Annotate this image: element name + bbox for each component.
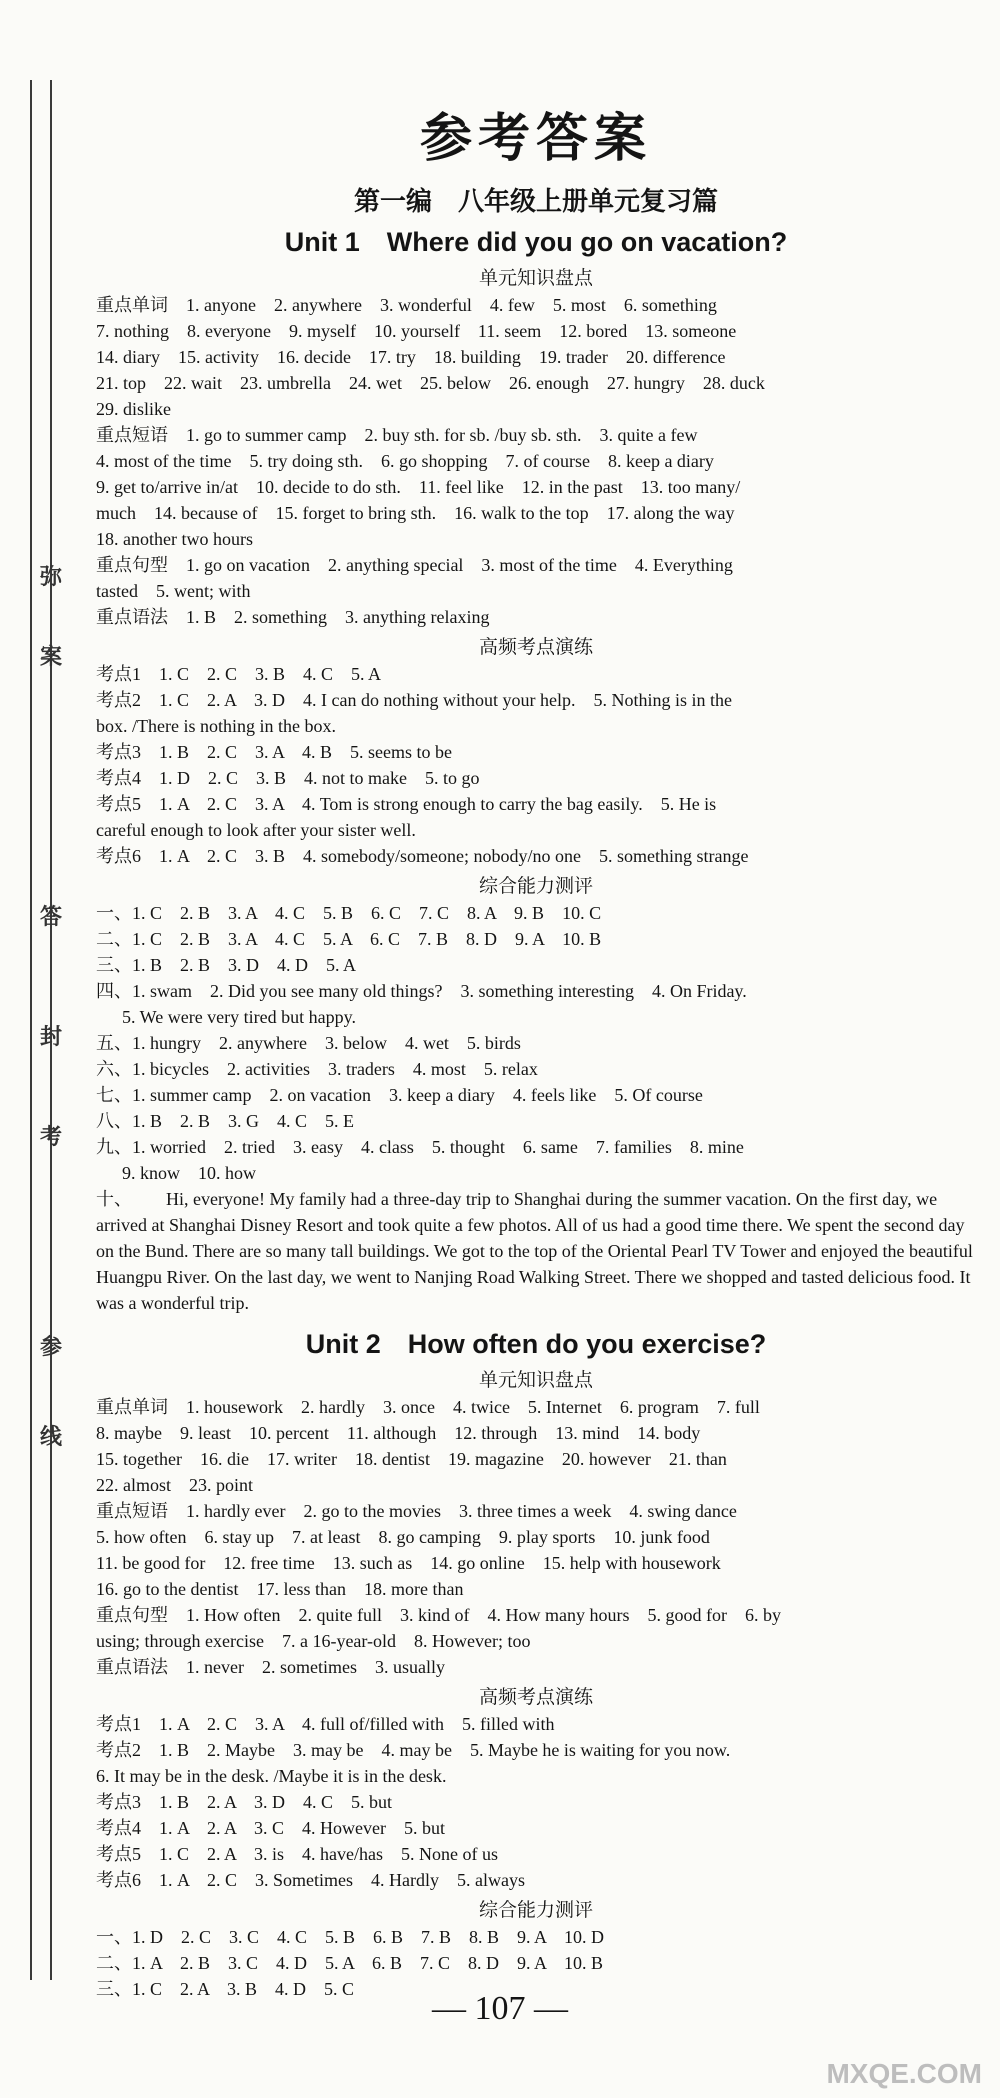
unit2-kaodian-line: 6. It may be in the desk. /Maybe it is in the desk. xyxy=(96,1766,447,1786)
unit1-section-practice: 高频考点演练 xyxy=(478,637,593,658)
unit2-kaodian-line: 考点1 1. A 2. C 3. A 4. full of/filled with 5. filled with xyxy=(96,1714,555,1734)
unit1-section-knowledge: 单元知识盘点 xyxy=(478,268,593,289)
unit1-vocab-line: 重点单词 1. anyone 2. anywhere 3. wonderful 4. few 5. most 6. something xyxy=(96,295,717,315)
unit2-vocab-line: 15. together 16. die 17. writer 18. dentist 19. magazine 20. however 21. than xyxy=(96,1449,727,1469)
essay-label: 十、 xyxy=(96,1189,132,1209)
seal-char-4: 封 xyxy=(40,1024,63,1049)
unit2-section-knowledge: 单元知识盘点 xyxy=(478,1370,593,1391)
unit1-test-line: 八、1. B 2. B 3. G 4. C 5. E xyxy=(96,1111,355,1131)
unit1-test-line: 三、1. B 2. B 3. D 4. D 5. A xyxy=(96,955,357,975)
unit1-test-line: 四、1. swam 2. Did you see many old things? 3. something interesting 4. On Friday. xyxy=(96,981,747,1001)
seal-char-5: 考 xyxy=(40,1124,63,1149)
margin-rule-outer xyxy=(30,80,32,1980)
part-heading: 第一编 八年级上册单元复习篇 xyxy=(353,187,718,216)
unit1-test-line: 9. know 10. how xyxy=(122,1163,256,1183)
answer-page xyxy=(96,96,976,2002)
unit1-test-line: 六、1. bicycles 2. activities 3. traders 4. most 5. relax xyxy=(96,1059,538,1079)
seal-char-3: 答 xyxy=(40,904,63,929)
unit2-phrase-line: 16. go to the dentist 17. less than 18. more than xyxy=(96,1579,464,1599)
unit2-phrase-line: 11. be good for 12. free time 13. such as 14. go online 15. help with housework xyxy=(96,1553,721,1573)
unit1-test-line: 5. We were very tired but happy. xyxy=(122,1007,356,1027)
seal-char-1: 弥 xyxy=(40,564,63,589)
unit2-kaodian-line: 考点2 1. B 2. Maybe 3. may be 4. may be 5. Maybe he is waiting for you now. xyxy=(96,1740,731,1760)
unit1-phrase-line: 4. most of the time 5. try doing sth. 6. go shopping 7. of course 8. keep a diary xyxy=(96,451,714,471)
unit2-test-line: 二、1. A 2. B 3. C 4. D 5. A 6. B 7. C 8. D 9. A 10. B xyxy=(96,1953,604,1973)
unit2-kaodian-line: 考点3 1. B 2. A 3. D 4. C 5. but xyxy=(96,1792,393,1812)
unit1-kaodian-line: box. /There is nothing in the box. xyxy=(96,716,336,736)
unit2-grammar-line: 重点语法 1. never 2. sometimes 3. usually xyxy=(96,1657,445,1677)
unit1-test-line: 二、1. C 2. B 3. A 4. C 5. A 6. C 7. B 8. D 9. A 10. B xyxy=(96,929,602,949)
unit1-test-line: 五、1. hungry 2. anywhere 3. below 4. wet 5. birds xyxy=(96,1033,521,1053)
unit1-vocab-line: 29. dislike xyxy=(96,399,171,419)
unit2-kaodian-line: 考点6 1. A 2. C 3. Sometimes 4. Hardly 5. always xyxy=(96,1870,525,1890)
unit1-vocab-line: 14. diary 15. activity 16. decide 17. try 18. building 19. trader 20. difference xyxy=(96,347,726,367)
unit1-test-line: 九、1. worried 2. tried 3. easy 4. class 5. thought 6. same 7. families 8. mine xyxy=(96,1137,744,1157)
unit2-test-line: 三、1. C 2. A 3. B 4. D 5. C xyxy=(96,1979,355,1999)
unit1-kaodian-line: 考点3 1. B 2. C 3. A 4. B 5. seems to be xyxy=(96,742,453,762)
unit2-phrase-line: 5. how often 6. stay up 7. at least 8. go camping 9. play sports 10. junk food xyxy=(96,1527,710,1547)
unit2-sentence-line: using; through exercise 7. a 16-year-old 8. However; too xyxy=(96,1631,531,1651)
unit1-kaodian-line: 考点5 1. A 2. C 3. A 4. Tom is strong enough to carry the bag easily. 5. He is xyxy=(96,794,717,814)
unit1-phrase-line: 重点短语 1. go to summer camp 2. buy sth. for sb. /buy sb. sth. 3. quite a few xyxy=(96,425,698,445)
unit2-kaodian-line: 考点4 1. A 2. A 3. C 4. However 5. but xyxy=(96,1818,445,1838)
unit1-test-line: 一、1. C 2. B 3. A 4. C 5. B 6. C 7. C 8. A 9. B 10. C xyxy=(96,903,602,923)
seal-char-2: 案 xyxy=(40,644,63,669)
unit1-phrase-line: 9. get to/arrive in/at 10. decide to do sth. 11. feel like 12. in the past 13. too many/ xyxy=(96,477,741,497)
unit1-sentence-line: 重点句型 1. go on vacation 2. anything special 3. most of the time 4. Everything xyxy=(96,555,733,575)
seal-char-7: 线 xyxy=(40,1424,63,1449)
unit1-phrase-line: 18. another two hours xyxy=(96,529,253,549)
unit1-section-test: 综合能力测评 xyxy=(478,876,593,897)
unit2-vocab-line: 重点单词 1. housework 2. hardly 3. once 4. twice 5. Internet 6. program 7. full xyxy=(96,1397,760,1417)
essay-text: Hi, everyone! My family had a three-day trip to Shanghai during the summer vacation. On the first day, we arrived at Shanghai Disney Resort and took quite a few photos. All of us had a good time there. We spent the second day on the Bund. There are so many tall buildings. We got to the top of the Oriental Pearl TV Tower and enjoyed the beautiful Huangpu River. On the last day, we went to Nanjing Road Walking Street. There we shopped and tasted delicious food. It was a wonderful trip. xyxy=(96,1189,973,1313)
unit1-grammar-line: 重点语法 1. B 2. something 3. anything relaxing xyxy=(96,607,490,627)
page-number: — 107 — xyxy=(432,1990,568,2027)
unit1-vocab-line: 21. top 22. wait 23. umbrella 24. wet 25. below 26. enough 27. hungry 28. duck xyxy=(96,373,765,393)
unit2-kaodian-line: 考点5 1. C 2. A 3. is 4. have/has 5. None of us xyxy=(96,1844,498,1864)
unit1-kaodian-line: 考点1 1. C 2. C 3. B 4. C 5. A xyxy=(96,664,382,684)
unit2-phrase-line: 重点短语 1. hardly ever 2. go to the movies 3. three times a week 4. swing dance xyxy=(96,1501,737,1521)
unit2-section-test: 综合能力测评 xyxy=(478,1900,593,1921)
unit1-essay xyxy=(96,1186,976,1316)
unit1-heading: Unit 1 Where did you go on vacation? xyxy=(284,227,788,257)
unit1-kaodian-line: 考点6 1. A 2. C 3. B 4. somebody/someone; nobody/no one 5. something strange xyxy=(96,846,749,866)
unit2-sentence-line: 重点句型 1. How often 2. quite full 3. kind of 4. How many hours 5. good for 6. by xyxy=(96,1605,781,1625)
unit2-heading: Unit 2 How often do you exercise? xyxy=(305,1329,767,1359)
unit2-section-practice: 高频考点演练 xyxy=(478,1687,593,1708)
unit1-phrase-line: much 14. because of 15. forget to bring sth. 16. walk to the top 17. along the way xyxy=(96,503,735,523)
unit1-test-line: 七、1. summer camp 2. on vacation 3. keep a diary 4. feels like 5. Of course xyxy=(96,1085,703,1105)
page-title: 参考答案 xyxy=(419,108,652,169)
unit1-vocab-line: 7. nothing 8. everyone 9. myself 10. yourself 11. seem 12. bored 13. someone xyxy=(96,321,737,341)
seal-char-6: 参 xyxy=(40,1334,63,1359)
unit1-sentence-line: tasted 5. went; with xyxy=(96,581,251,601)
watermark: MXQE.COM xyxy=(826,2058,982,2089)
unit1-kaodian-line: 考点2 1. C 2. A 3. D 4. I can do nothing without your help. 5. Nothing is in the xyxy=(96,690,732,710)
unit1-kaodian-line: careful enough to look after your sister well. xyxy=(96,820,416,840)
unit2-vocab-line: 8. maybe 9. least 10. percent 11. although 12. through 13. mind 14. body xyxy=(96,1423,701,1443)
unit2-test-line: 一、1. D 2. C 3. C 4. C 5. B 6. B 7. B 8. B 9. A 10. D xyxy=(96,1927,605,1947)
unit1-kaodian-line: 考点4 1. D 2. C 3. B 4. not to make 5. to go xyxy=(96,768,480,788)
unit2-vocab-line: 22. almost 23. point xyxy=(96,1475,253,1495)
